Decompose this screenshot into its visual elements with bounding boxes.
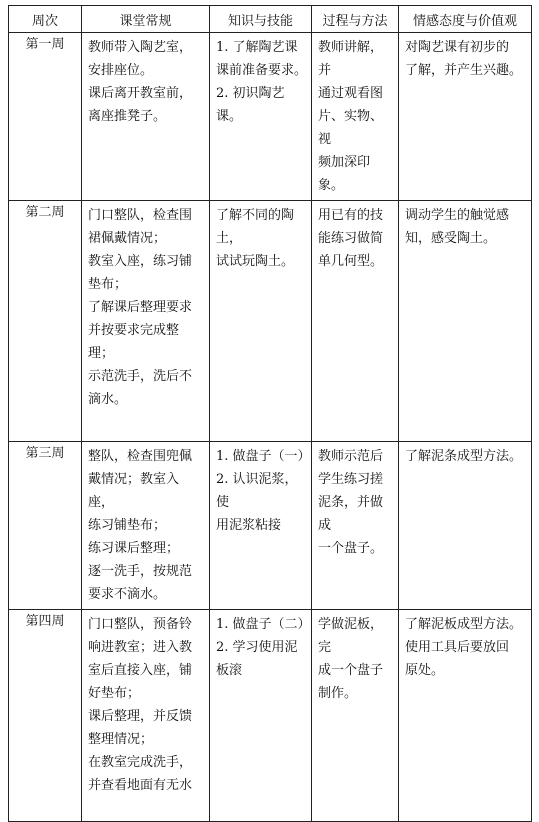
header-week: 周次 [9,6,82,33]
knowledge-line: 1. 做盘子（二） [216,617,311,632]
knowledge-cell [210,442,312,610]
knowledge-line: 板滚 [216,663,243,678]
emotion-line: 对陶艺课有初步的 [405,40,510,55]
knowledge-line: 土， [216,231,243,246]
routine-cell [82,610,210,822]
process-line: 能练习做简 [318,231,384,246]
week-label: 第二周 [9,201,82,442]
emotion-line: 了解，并产生兴趣。 [405,63,523,78]
process-line: 通过观看图 [318,86,384,101]
knowledge-line: 试试玩陶土。 [216,254,295,269]
knowledge-cell [210,33,312,201]
table-row [9,33,532,201]
knowledge-line: 2. 初识陶艺课。 [216,86,285,124]
routine-line: 理； [88,346,115,361]
emotion-cell [399,442,532,610]
routine-line: 安排座位。 [88,63,154,78]
process-cell [312,33,399,201]
routine-line: 教师带入陶艺室， [88,40,193,55]
knowledge-line: 课前准备要求。 [216,63,308,78]
process-cell [312,610,399,822]
week-label: 第四周 [9,610,82,822]
header-process: 过程与方法 [312,6,399,33]
process-line: 教师示范后 [318,449,384,464]
process-line: 一个盘子。 [318,541,384,556]
header-knowledge: 知识与技能 [210,6,312,33]
routine-line: 门口整队，检查围 [88,208,193,223]
week-label: 第一周 [9,33,82,201]
routine-line: 并查看地面有无水 [88,778,193,793]
process-line: 频加深印象。 [318,155,371,193]
process-line: 制作。 [318,686,358,701]
routine-line: 好垫布； [88,686,141,701]
routine-cell [82,201,210,442]
routine-line: 室后直接入座，铺 [88,663,193,678]
emotion-cell [399,201,532,442]
emotion-line: 了解泥条成型方法。 [405,449,523,464]
knowledge-line: 2. 学习使用泥 [216,640,298,655]
knowledge-line: 2. 认识泥浆，使 [216,472,298,510]
process-line: 片、实物、视 [318,109,384,147]
process-line: 学做泥板，完 [318,617,384,655]
routine-cell [82,33,210,201]
knowledge-cell [210,201,312,442]
routine-line: 练习铺垫布； [88,518,167,533]
knowledge-line: 1. 做盘子（一） [216,449,311,464]
header-emotion: 情感态度与价值观 [399,6,532,33]
routine-line: 整队，检查围兜佩 [88,449,193,464]
emotion-line: 知，感受陶土。 [405,231,497,246]
routine-line: 逐一洗手，按规范 [88,564,193,579]
routine-line: 教室入座，练习铺 [88,254,193,269]
process-line: 学生练习搓 [318,472,384,487]
knowledge-cell [210,610,312,822]
routine-line: 示范洗手，洗后不 [88,369,193,384]
knowledge-line: 了解不同的陶 [216,208,295,223]
process-line: 单几何型。 [318,254,384,269]
emotion-line: 调动学生的触觉感 [405,208,510,223]
routine-line: 裙佩戴情况； [88,231,167,246]
header-row [9,6,532,33]
emotion-line: 了解泥板成型方法。 [405,617,523,632]
process-line: 成一个盘子 [318,663,384,678]
table-row [9,442,532,610]
routine-line: 整理情况； [88,732,154,747]
routine-line: 课后离开教室前， [88,86,193,101]
process-line: 用已有的技 [318,208,384,223]
routine-line: 垫布； [88,277,128,292]
routine-line: 要求不滴水。 [88,587,167,602]
emotion-cell [399,610,532,822]
routine-line: 课后整理，并反馈 [88,709,193,724]
routine-line: 了解课后整理要求 [88,300,193,315]
routine-line: 离座推凳子。 [88,109,167,124]
routine-line: 响进教室；进入教 [88,640,193,655]
process-line: 泥条，并做成 [318,495,384,533]
emotion-line: 原处。 [405,663,445,678]
routine-line: 滴水。 [88,392,128,407]
emotion-line: 使用工具后要放回 [405,640,510,655]
table-row [9,201,532,442]
routine-line: 门口整队，预备铃 [88,617,193,632]
lesson-plan-table [8,5,532,822]
process-cell [312,201,399,442]
routine-line: 并按要求完成整 [88,323,180,338]
table-row [9,610,532,822]
process-line: 教师讲解，并 [318,40,384,78]
routine-cell [82,442,210,610]
week-label: 第三周 [9,442,82,610]
header-routine: 课堂常规 [82,6,210,33]
emotion-cell [399,33,532,201]
knowledge-line: 1. 了解陶艺课 [216,40,298,55]
routine-line: 在教室完成洗手， [88,755,193,770]
process-cell [312,442,399,610]
routine-line: 练习课后整理； [88,541,180,556]
knowledge-line: 用泥浆粘接 [216,518,282,533]
routine-line: 戴情况；教室入座， [88,472,180,510]
